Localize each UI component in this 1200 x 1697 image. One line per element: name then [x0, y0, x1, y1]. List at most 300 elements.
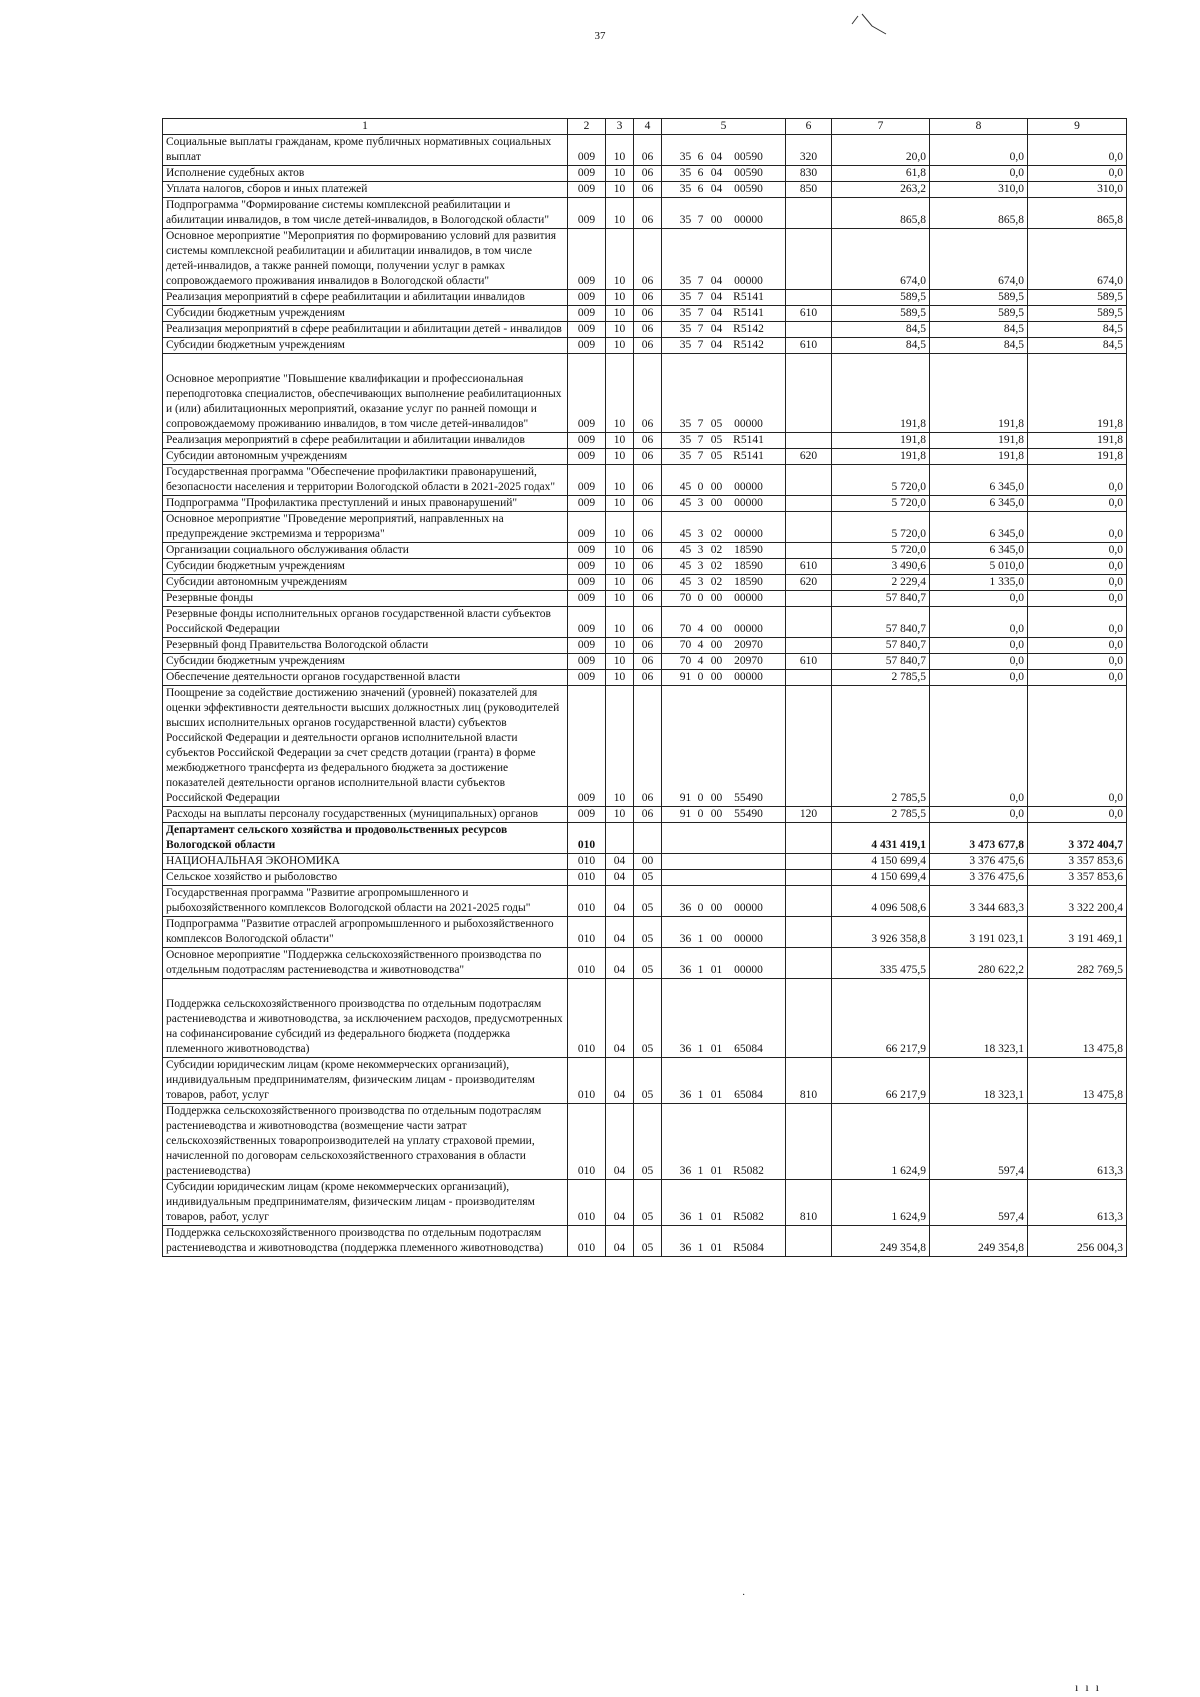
amount-2022: 263,2	[832, 182, 930, 198]
row-name: Организации социального обслуживания области	[163, 543, 568, 559]
table-row	[163, 607, 1127, 638]
target-article-part: 02	[710, 576, 723, 588]
target-article-code	[662, 290, 786, 306]
table-row	[163, 654, 1127, 670]
amount-2023: 280 622,2	[930, 948, 1028, 979]
target-article-part: 70	[679, 623, 692, 635]
section-code: 10	[606, 166, 634, 182]
table-row	[163, 886, 1127, 917]
target-article-part: 91	[679, 792, 692, 804]
target-article-part: 00000	[734, 214, 763, 226]
subsection-code: 06	[634, 229, 662, 290]
target-article-part: 05	[710, 450, 723, 462]
target-article-part: 00	[710, 481, 723, 493]
amount-2024: 3 372 404,7	[1028, 823, 1127, 854]
target-article-part: 36	[679, 1089, 692, 1101]
amount-2024: 589,5	[1028, 290, 1127, 306]
amount-2022: 3 926 358,8	[832, 917, 930, 948]
target-article-part: 00000	[734, 497, 763, 509]
target-article-part: 00000	[734, 902, 763, 914]
subsection-code: 06	[634, 433, 662, 449]
target-article-part: 1	[697, 933, 704, 945]
ministry-code: 010	[568, 823, 606, 854]
ministry-code: 009	[568, 306, 606, 322]
target-article-part: 45	[679, 576, 692, 588]
expense-type-code	[786, 823, 832, 854]
section-code: 04	[606, 1058, 634, 1104]
target-article-part: 35	[679, 275, 692, 287]
column-header: 5	[662, 119, 786, 135]
table-row	[163, 135, 1127, 166]
section-code: 10	[606, 465, 634, 496]
target-article-part: R5141	[733, 291, 764, 303]
amount-2024: 3 191 469,1	[1028, 917, 1127, 948]
target-article-part: 00	[710, 497, 723, 509]
amount-2022: 2 229,4	[832, 575, 930, 591]
target-article-part: R5142	[733, 323, 764, 335]
subsection-code: 06	[634, 354, 662, 433]
amount-2024: 589,5	[1028, 306, 1127, 322]
target-article-part: 04	[710, 167, 723, 179]
section-code: 10	[606, 807, 634, 823]
section-code: 04	[606, 1226, 634, 1257]
row-name: Поддержка сельскохозяйственного производства по отдельным подотраслям растениеводства и животноводства (поддержка племенного животноводства)	[163, 1226, 568, 1257]
ministry-code: 010	[568, 1226, 606, 1257]
ministry-code: 009	[568, 638, 606, 654]
ministry-code: 009	[568, 290, 606, 306]
amount-2023: 674,0	[930, 229, 1028, 290]
target-article-code	[662, 807, 786, 823]
ministry-code: 010	[568, 979, 606, 1058]
subsection-code: 06	[634, 322, 662, 338]
amount-2023: 589,5	[930, 290, 1028, 306]
target-article-part: 04	[710, 307, 723, 319]
ministry-code: 009	[568, 449, 606, 465]
section-code: 04	[606, 1180, 634, 1226]
target-article-part: 00	[710, 214, 723, 226]
table-row	[163, 290, 1127, 306]
ministry-code: 010	[568, 886, 606, 917]
target-article-part: 65084	[734, 1089, 763, 1101]
target-article-part: 00000	[734, 275, 763, 287]
target-article-part: 35	[679, 151, 692, 163]
row-name: Подпрограмма "Профилактика преступлений и иных правонарушений"	[163, 496, 568, 512]
target-article-part: 4	[697, 639, 704, 651]
target-article-part: 00000	[734, 671, 763, 683]
section-code: 04	[606, 979, 634, 1058]
target-article-code	[662, 512, 786, 543]
target-article-code	[662, 638, 786, 654]
amount-2023: 597,4	[930, 1180, 1028, 1226]
amount-2023: 18 323,1	[930, 979, 1028, 1058]
amount-2022: 20,0	[832, 135, 930, 166]
amount-2022: 57 840,7	[832, 654, 930, 670]
amount-2024: 13 475,8	[1028, 979, 1127, 1058]
amount-2023: 0,0	[930, 166, 1028, 182]
row-name: Государственная программа "Обеспечение профилактики правонарушений, безопасности населения и территории Вологодской области в 2021-2025 годах"	[163, 465, 568, 496]
amount-2022: 4 431 419,1	[832, 823, 930, 854]
column-header: 8	[930, 119, 1028, 135]
expense-type-code	[786, 512, 832, 543]
table-row	[163, 512, 1127, 543]
target-article-part: 0	[697, 592, 704, 604]
expense-type-code	[786, 670, 832, 686]
target-article-code	[662, 135, 786, 166]
amount-2024: 191,8	[1028, 354, 1127, 433]
ministry-code: 010	[568, 948, 606, 979]
expense-type-code	[786, 322, 832, 338]
target-article-code	[662, 1180, 786, 1226]
target-article-part: 36	[679, 1165, 692, 1177]
target-article-part: 0	[697, 902, 704, 914]
target-article-part: 45	[679, 544, 692, 556]
ministry-code: 009	[568, 686, 606, 807]
row-name: Резервный фонд Правительства Вологодской области	[163, 638, 568, 654]
ministry-code: 009	[568, 182, 606, 198]
target-article-part: 01	[710, 964, 723, 976]
amount-2024: 84,5	[1028, 322, 1127, 338]
ministry-code: 010	[568, 854, 606, 870]
ministry-code: 009	[568, 354, 606, 433]
amount-2024: 3 322 200,4	[1028, 886, 1127, 917]
target-article-part: 7	[697, 323, 704, 335]
ministry-code: 009	[568, 559, 606, 575]
section-code: 10	[606, 638, 634, 654]
amount-2022: 57 840,7	[832, 638, 930, 654]
target-article-code	[662, 229, 786, 290]
expense-type-code	[786, 686, 832, 807]
target-article-part: 45	[679, 481, 692, 493]
expense-type-code	[786, 948, 832, 979]
subsection-code: 00	[634, 854, 662, 870]
section-code: 04	[606, 854, 634, 870]
amount-2023: 6 345,0	[930, 512, 1028, 543]
column-header: 3	[606, 119, 634, 135]
target-article-part: 6	[697, 183, 704, 195]
table-row	[163, 543, 1127, 559]
target-article-part: 00	[710, 639, 723, 651]
target-article-part: 35	[679, 434, 692, 446]
ministry-code: 009	[568, 338, 606, 354]
target-article-part: 4	[697, 655, 704, 667]
subsection-code: 06	[634, 686, 662, 807]
target-article-part: 05	[710, 434, 723, 446]
expense-type-code	[786, 607, 832, 638]
amount-2024: 310,0	[1028, 182, 1127, 198]
table-row	[163, 870, 1127, 886]
amount-2023: 6 345,0	[930, 496, 1028, 512]
amount-2023: 597,4	[930, 1104, 1028, 1180]
expense-type-code: 320	[786, 135, 832, 166]
subsection-code: 06	[634, 496, 662, 512]
target-article-code	[662, 979, 786, 1058]
table-row	[163, 198, 1127, 229]
section-code: 10	[606, 670, 634, 686]
target-article-part: 7	[697, 418, 704, 430]
amount-2024: 0,0	[1028, 166, 1127, 182]
expense-type-code: 120	[786, 807, 832, 823]
target-article-part: 00000	[734, 418, 763, 430]
target-article-part: 02	[710, 528, 723, 540]
target-article-part: 00	[710, 671, 723, 683]
row-name: Субсидии бюджетным учреждениям	[163, 654, 568, 670]
amount-2024: 0,0	[1028, 465, 1127, 496]
target-article-part: 04	[710, 151, 723, 163]
target-article-part: 00	[710, 902, 723, 914]
amount-2022: 57 840,7	[832, 591, 930, 607]
table-row	[163, 182, 1127, 198]
target-article-part: 05	[710, 418, 723, 430]
section-code: 04	[606, 870, 634, 886]
subsection-code: 06	[634, 807, 662, 823]
row-name: Сельское хозяйство и рыболовство	[163, 870, 568, 886]
table-row	[163, 917, 1127, 948]
page-number: 37	[594, 30, 606, 42]
amount-2024: 674,0	[1028, 229, 1127, 290]
section-code: 10	[606, 496, 634, 512]
column-header: 7	[832, 119, 930, 135]
row-name: Субсидии бюджетным учреждениям	[163, 306, 568, 322]
row-name: Основное мероприятие "Поддержка сельскохозяйственного производства по отдельным подотраслям растениеводства и животноводства"	[163, 948, 568, 979]
expense-type-code: 620	[786, 575, 832, 591]
target-article-part: 35	[679, 183, 692, 195]
amount-2023: 249 354,8	[930, 1226, 1028, 1257]
target-article-part: 00000	[734, 528, 763, 540]
section-code	[606, 823, 634, 854]
amount-2023: 0,0	[930, 591, 1028, 607]
subsection-code: 05	[634, 1226, 662, 1257]
amount-2022: 4 150 699,4	[832, 854, 930, 870]
ministry-code: 010	[568, 1058, 606, 1104]
target-article-part: 35	[679, 323, 692, 335]
amount-2022: 335 475,5	[832, 948, 930, 979]
section-code: 10	[606, 543, 634, 559]
expense-type-code	[786, 1226, 832, 1257]
target-article-part: 65084	[734, 1043, 763, 1055]
ministry-code: 009	[568, 229, 606, 290]
ministry-code: 009	[568, 322, 606, 338]
ministry-code: 010	[568, 1104, 606, 1180]
target-article-part: 1	[697, 964, 704, 976]
target-article-code	[662, 166, 786, 182]
ministry-code: 009	[568, 654, 606, 670]
amount-2024: 0,0	[1028, 638, 1127, 654]
table-row	[163, 638, 1127, 654]
amount-2023: 18 323,1	[930, 1058, 1028, 1104]
budget-table	[162, 118, 1127, 1257]
target-article-part: 1	[697, 1089, 704, 1101]
ministry-code: 009	[568, 465, 606, 496]
section-code: 10	[606, 322, 634, 338]
row-name: Субсидии автономным учреждениям	[163, 575, 568, 591]
ministry-code: 010	[568, 1180, 606, 1226]
section-code: 10	[606, 338, 634, 354]
subsection-code: 06	[634, 512, 662, 543]
subsection-code: 05	[634, 1180, 662, 1226]
amount-2023: 6 345,0	[930, 543, 1028, 559]
amount-2023: 0,0	[930, 654, 1028, 670]
target-article-part: R5084	[733, 1242, 764, 1254]
amount-2024: 191,8	[1028, 449, 1127, 465]
row-name: Поощрение за содействие достижению значений (уровней) показателей для оценки эффективности деятельности высших должностных лиц (руководителей высших исполнительных органов государственной власти) субъектов Российской Федерации и деятельности органов исполнительной власти субъектов Российской Федерации за счет средств дотации (гранта) в форме межбюджетного трансферта из федерального бюджета за достижение показателей деятельности органов исполнительной власти субъектов Российской Федерации	[163, 686, 568, 807]
table-row	[163, 322, 1127, 338]
ministry-code: 010	[568, 917, 606, 948]
amount-2023: 6 345,0	[930, 465, 1028, 496]
table-row	[163, 449, 1127, 465]
target-article-code	[662, 948, 786, 979]
handwritten-mark	[850, 10, 900, 40]
subsection-code: 06	[634, 638, 662, 654]
section-code: 10	[606, 229, 634, 290]
target-article-part: 6	[697, 167, 704, 179]
subsection-code: 06	[634, 591, 662, 607]
section-code: 10	[606, 290, 634, 306]
amount-2022: 3 490,6	[832, 559, 930, 575]
ministry-code: 009	[568, 607, 606, 638]
target-article-part: 00590	[734, 183, 763, 195]
target-article-code	[662, 670, 786, 686]
target-article-part: 01	[710, 1211, 723, 1223]
target-article-part: 3	[697, 544, 704, 556]
target-article-part: 45	[679, 528, 692, 540]
amount-2022: 5 720,0	[832, 465, 930, 496]
amount-2022: 2 785,5	[832, 686, 930, 807]
target-article-part: R5082	[733, 1211, 764, 1223]
target-article-part: 00	[710, 623, 723, 635]
expense-type-code	[786, 854, 832, 870]
table-row	[163, 229, 1127, 290]
target-article-part: R5141	[733, 434, 764, 446]
row-name: Расходы на выплаты персоналу государственных (муниципальных) органов	[163, 807, 568, 823]
expense-type-code	[786, 198, 832, 229]
target-article-code	[662, 182, 786, 198]
amount-2023: 191,8	[930, 449, 1028, 465]
target-article-part: 36	[679, 1242, 692, 1254]
expense-type-code	[786, 354, 832, 433]
target-article-part: 01	[710, 1089, 723, 1101]
subsection-code: 06	[634, 607, 662, 638]
subsection-code: 05	[634, 870, 662, 886]
target-article-part: 00	[710, 592, 723, 604]
amount-2022: 191,8	[832, 354, 930, 433]
target-article-part: R5082	[733, 1165, 764, 1177]
amount-2024: 0,0	[1028, 135, 1127, 166]
target-article-part: 6	[697, 151, 704, 163]
table-row	[163, 465, 1127, 496]
ministry-code: 009	[568, 512, 606, 543]
target-article-part: 18590	[734, 544, 763, 556]
target-article-part: 00000	[734, 481, 763, 493]
target-article-code	[662, 1058, 786, 1104]
expense-type-code: 830	[786, 166, 832, 182]
amount-2022: 191,8	[832, 433, 930, 449]
expense-type-code	[786, 979, 832, 1058]
expense-type-code	[786, 917, 832, 948]
target-article-part: 36	[679, 1043, 692, 1055]
row-name: Резервные фонды	[163, 591, 568, 607]
target-article-part: 35	[679, 291, 692, 303]
column-header: 9	[1028, 119, 1127, 135]
amount-2024: 0,0	[1028, 807, 1127, 823]
section-code: 10	[606, 306, 634, 322]
row-name: Подпрограмма "Формирование системы комплексной реабилитации и абилитации инвалидов, в том числе детей-инвалидов, в Вологодской области"	[163, 198, 568, 229]
section-code: 10	[606, 433, 634, 449]
target-article-part: 20970	[734, 639, 763, 651]
subsection-code: 06	[634, 575, 662, 591]
amount-2023: 0,0	[930, 638, 1028, 654]
amount-2023: 589,5	[930, 306, 1028, 322]
target-article-part: 7	[697, 291, 704, 303]
table-row	[163, 807, 1127, 823]
target-article-part: 55490	[734, 792, 763, 804]
expense-type-code	[786, 591, 832, 607]
target-article-part: 4	[697, 623, 704, 635]
target-article-part: 0	[697, 671, 704, 683]
target-article-part: 04	[710, 323, 723, 335]
amount-2023: 3 376 475,6	[930, 854, 1028, 870]
subsection-code: 06	[634, 654, 662, 670]
ministry-code: 009	[568, 433, 606, 449]
expense-type-code	[786, 543, 832, 559]
row-name: Подпрограмма "Развитие отраслей агропромышленного и рыбохозяйственного комплексов Вологодской области"	[163, 917, 568, 948]
section-code: 10	[606, 135, 634, 166]
table-row	[163, 496, 1127, 512]
subsection-code: 05	[634, 1058, 662, 1104]
target-article-part: 35	[679, 450, 692, 462]
amount-2022: 84,5	[832, 322, 930, 338]
target-article-part: 36	[679, 933, 692, 945]
target-article-part: 3	[697, 497, 704, 509]
amount-2022: 1 624,9	[832, 1104, 930, 1180]
amount-2022: 66 217,9	[832, 1058, 930, 1104]
amount-2024: 0,0	[1028, 559, 1127, 575]
table-row	[163, 591, 1127, 607]
expense-type-code	[786, 496, 832, 512]
target-article-code	[662, 870, 786, 886]
target-article-part: 35	[679, 418, 692, 430]
amount-2023: 84,5	[930, 322, 1028, 338]
subsection-code: 06	[634, 670, 662, 686]
amount-2023: 0,0	[930, 670, 1028, 686]
section-code: 10	[606, 591, 634, 607]
table-row	[163, 433, 1127, 449]
section-code: 10	[606, 686, 634, 807]
table-row	[163, 166, 1127, 182]
amount-2023: 865,8	[930, 198, 1028, 229]
expense-type-code: 850	[786, 182, 832, 198]
target-article-part: 55490	[734, 808, 763, 820]
table-row	[163, 686, 1127, 807]
table-row	[163, 854, 1127, 870]
amount-2022: 674,0	[832, 229, 930, 290]
expense-type-code	[786, 886, 832, 917]
row-name: Субсидии бюджетным учреждениям	[163, 338, 568, 354]
amount-2024: 0,0	[1028, 607, 1127, 638]
ministry-code: 009	[568, 496, 606, 512]
subsection-code: 06	[634, 166, 662, 182]
target-article-part: 1	[697, 1165, 704, 1177]
column-header: 2	[568, 119, 606, 135]
target-article-part: 00000	[734, 592, 763, 604]
amount-2022: 4 150 699,4	[832, 870, 930, 886]
target-article-part: 3	[697, 576, 704, 588]
section-code: 04	[606, 886, 634, 917]
amount-2022: 66 217,9	[832, 979, 930, 1058]
subsection-code: 05	[634, 1104, 662, 1180]
amount-2024: 0,0	[1028, 654, 1127, 670]
target-article-part: 3	[697, 560, 704, 572]
subsection-code: 06	[634, 290, 662, 306]
